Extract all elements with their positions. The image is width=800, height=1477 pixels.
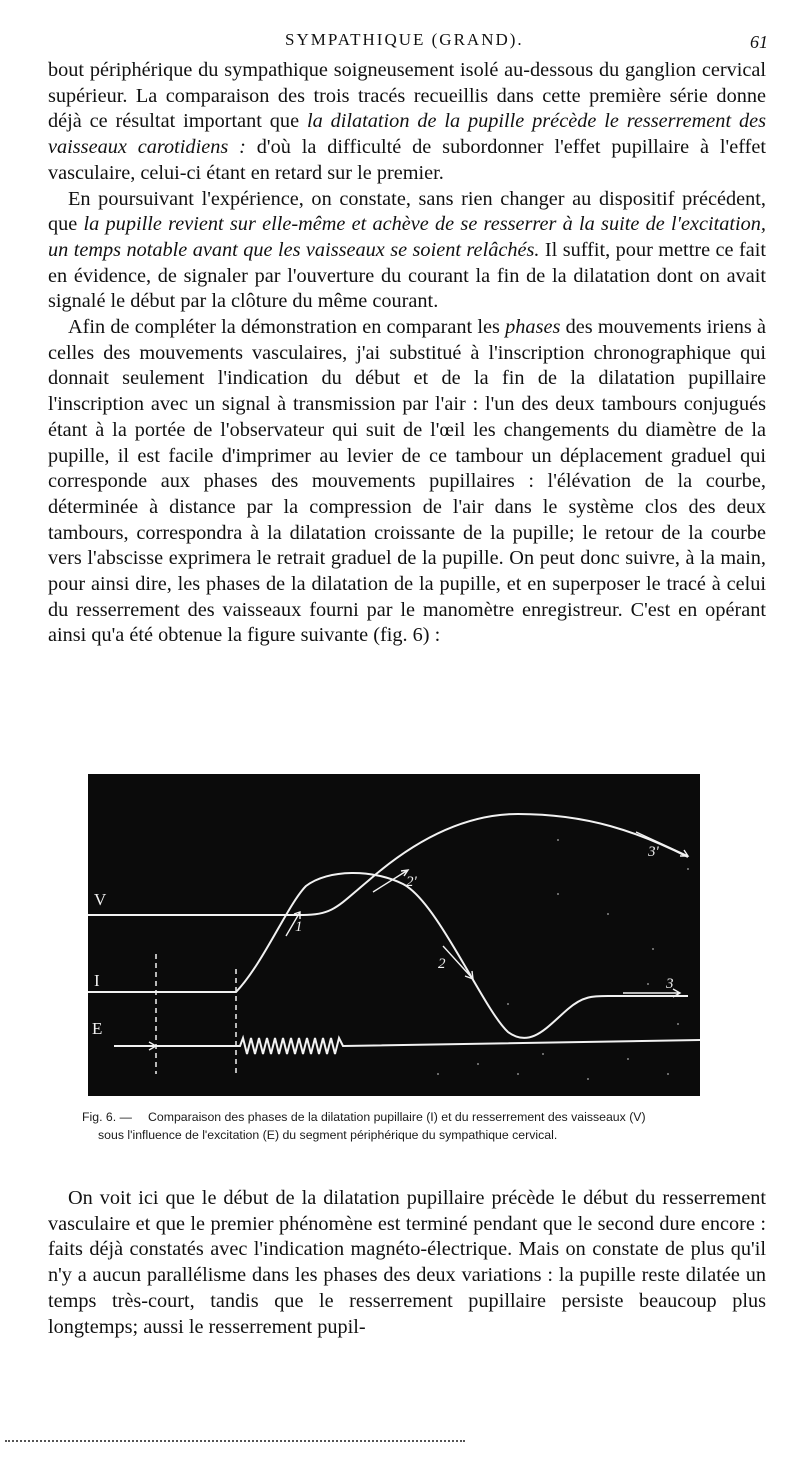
figure-label: Fig. 6. — [82,1110,132,1124]
text-block-bottom [48,1186,766,1340]
trace-label-v: V [94,890,107,909]
paragraph-2: En poursuivant l'expérience, on constate, sans rien changer au dispositif précédent, que la pupille revient sur elle-même et achève de se resserrer à la suite de l'excitation, un temps notable avant que les vaisseaux se soient relâchés. Il suffit, pour mettre ce fait en évidence, de signaler par l'ouverture du courant la fin de la dilatation dont on avait signalé le début par la clôture du même courant. [48,187,766,313]
italic-emphasis: la pupille revient sur elle-même et achève de se resserrer à la suite de l'excitation, un temps notable avant que les vaisseaux se soient relâchés. [48,213,766,261]
paragraph-1: bout périphérique du sympathique soigneusement isolé au-dessous du ganglion cervical supérieur. La comparaison des trois tracés recueillis dans cette première série donne déjà ce résultat important que la dilatation de la pupille précède le resserrement des vaisseaux carotidiens : d'où la difficulté de subordonner l'effet pupillaire à l'effet vasculaire, celui-ci étant en retard sur le premier. [48,59,766,184]
paragraph-3: Afin de compléter la démonstration en comparant les phases des mouvements iriens à celles des mouvements vasculaires, j'ai substitué à l'inscription chronographique qui donnait seulement l'indication du début et de la fin de la dilatation pupillaire l'inscription avec un signal à transmission par l'air : l'un des deux tambours conjugués étant à la portée de l'observateur qui suit de l'œil les changements du diamètre de la pupille, il est facile d'imprimer au levier de ce tambour un déplacement graduel qui corresponde aux phases des mouvements pupillaires : l'élévation de la courbe, déterminée à distance par la compression de l'air dans le système clos des deux tambours, correspondra à la dilatation croissante de la pupille; le retour de la courbe vers l'abscisse exprimera le retrait graduel de la pupille. On peut donc suivre, à la main, pour ainsi dire, les phases de la dilatation de la pupille, et en superposer le tracé à celui du resserrement des vaisseaux fourni par le manomètre enregistreur. C'est en opérant ainsi qu'a été obtenue la figure suivante (fig. 6) : [48,316,766,647]
figure-6-tracing [88,774,700,1096]
phase-label-2: 2 [438,956,446,972]
trace-label-e: E [92,1019,103,1038]
figure-caption [82,1108,760,1144]
text-block-top [48,58,766,649]
caption-line-2: sous l'influence de l'excitation (E) du segment périphérique du sympathique cervical. [98,1128,558,1142]
phase-label-3: 3 [666,976,674,992]
page-number: 61 [750,32,768,52]
caption-line-1: Comparaison des phases de la dilatation pupillaire (I) et du resserrement des vaisseaux (V) [148,1110,646,1124]
paragraph-4: On voit ici que le début de la dilatation pupillaire précède le début du resserrement vasculaire et que le premier phénomène est terminé pendant que le second dure encore : faits déjà constatés avec l'indication magnéto-électrique. Mais on constate de plus qu'il n'y a aucun parallélisme dans les phases des deux variations : la pupille reste dilatée un temps très-court, tandis que le resserrement pupillaire persiste beaucoup plus longtemps; aussi le resserrement pupil- [48,1187,766,1338]
trace-label-i: I [94,971,100,990]
footer-rule [5,1440,465,1442]
phase-label-1: 1 [295,919,303,935]
figure-background [88,774,700,1096]
italic-emphasis: phases [505,316,561,339]
phase-label-3prime: 3' [648,844,659,860]
italic-emphasis: la dilatation de la pupille précède le resserrement des vaisseaux carotidiens : [48,110,766,159]
tracing-svg [88,774,700,1096]
phase-label-2prime: 2' [406,874,417,890]
running-title: SYMPATHIQUE (GRAND). [285,30,524,49]
